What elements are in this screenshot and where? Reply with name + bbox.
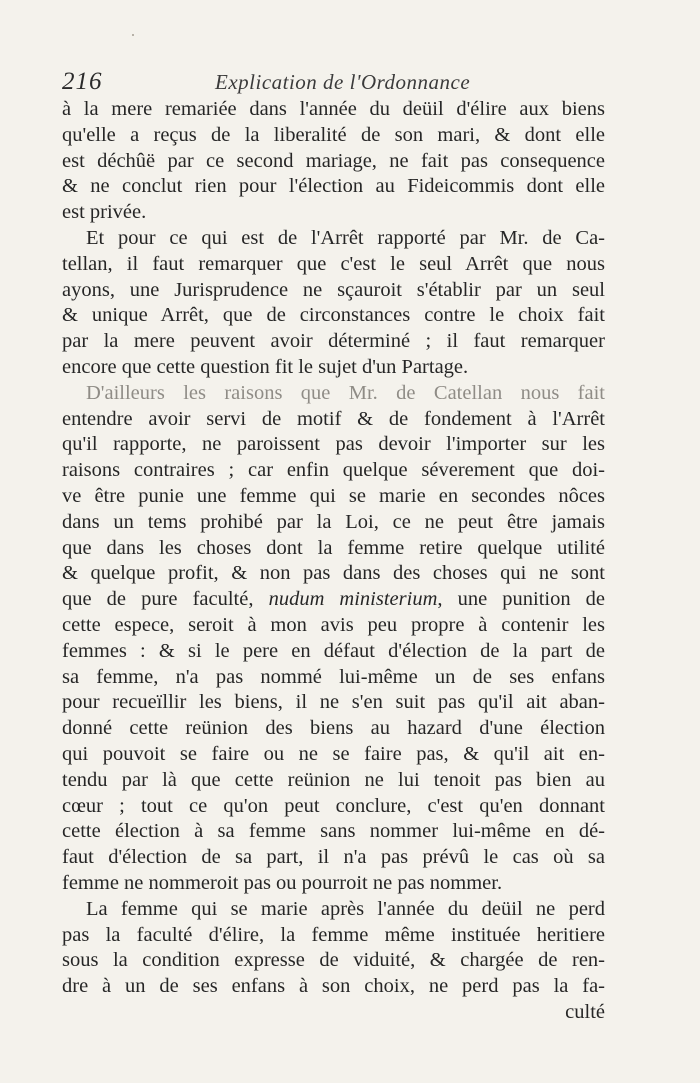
paragraph-first-line: Et pour ce qui est de l'Arrêt rapporté par Mr. de Ca- (86, 226, 605, 249)
text-segment: que de pure faculté, (62, 588, 254, 611)
text-line: cœur ; tout ce qu'on peut conclure, c'est qu'en donnant (62, 794, 605, 817)
text-line: & quelque profit, & non pas dans des choses qui ne sont (62, 562, 605, 585)
paragraph-first-line: La femme qui se marie après l'année du deüil ne perd (86, 897, 605, 920)
text-line: femmes : & si le pere en défaut d'élection de la part de (62, 639, 605, 662)
paper-speck (132, 34, 134, 36)
running-head (60, 68, 605, 98)
text-line: dre à un de ses enfans à son choix, ne perd pas la fa- (62, 975, 605, 998)
text-line: qui pouvoit se faire ou ne se faire pas, & qu'il ait en- (62, 742, 605, 765)
text-line: qu'elle a reçus de la liberalité de son mari, & dont elle (62, 123, 605, 146)
catchword: culté (565, 1000, 605, 1023)
text-line: & unique Arrêt, que de circonstances contre le choix fait (62, 304, 605, 327)
text-line: est privée. (62, 201, 147, 224)
text-line: cette élection à sa femme sans nommer lui-même en dé- (62, 820, 605, 843)
text-line: cette espece, seroit à mon avis peu propre à contenir les (62, 613, 605, 636)
text-line: qu'il rapporte, ne paroissent pas devoir l'importer sur les (62, 433, 605, 456)
text-line: tellan, il faut remarquer que c'est le seul Arrêt que nous (62, 252, 605, 275)
text-line: ve être punie une femme qui se marie en secondes nôces (62, 484, 605, 507)
text-segment: , une punition de (437, 588, 606, 611)
text-line: encore que cette question fit le sujet d'un Partage. (62, 355, 469, 378)
text-line: raisons contraires ; car enfin quelque séverement que doi- (62, 459, 605, 482)
text-line: à la mere remariée dans l'année du deüil d'élire aux biens (62, 98, 605, 120)
text-line: entendre avoir servi de motif & de fondement à l'Arrêt (62, 407, 605, 430)
italic-phrase: nudum ministerium (268, 588, 438, 611)
text-line: par la mere peuvent avoir déterminé ; il faut remarquer (62, 330, 605, 353)
text-line: est déchûë par ce second mariage, ne fait pas consequence (62, 149, 605, 172)
page-number: 216 (62, 68, 103, 95)
text-line: pour recueïllir les biens, il ne s'en suit pas qu'il ait aban- (62, 691, 605, 714)
text-line: faut d'élection de sa part, il n'a pas prévû le cas où sa (62, 846, 605, 869)
running-title: Explication de l'Ordonnance (215, 70, 471, 94)
text-line: pas la faculté d'élire, la femme même instituée heritiere (62, 923, 605, 946)
text-line: donné cette reünion des biens au hazard d'une élection (62, 717, 605, 740)
text-line: femme ne nommeroit pas ou pourroit ne pas nommer. (62, 871, 503, 894)
text-line-with-italic (62, 587, 605, 613)
text-line: que dans les choses dont la femme retire quelque utilité (62, 536, 605, 559)
paragraph-first-line: D'ailleurs les raisons que Mr. de Catellan nous fait (86, 381, 605, 404)
text-line: sous la condition expresse de viduité, & chargée de ren- (62, 949, 605, 972)
text-line: & ne conclut rien pour l'élection au Fideicommis dont elle (62, 175, 605, 198)
text-line: sa femme, n'a pas nommé lui-même un de ses enfans (62, 665, 605, 688)
text-line: tendu par là que cette reünion ne lui tenoit pas bien au (62, 768, 605, 791)
text-line: dans un tems prohibé par la Loi, ce ne peut être jamais (62, 510, 605, 533)
text-line: ayons, une Jurisprudence ne sçauroit s'établir par un seul (62, 278, 605, 301)
body-text (62, 97, 605, 1026)
